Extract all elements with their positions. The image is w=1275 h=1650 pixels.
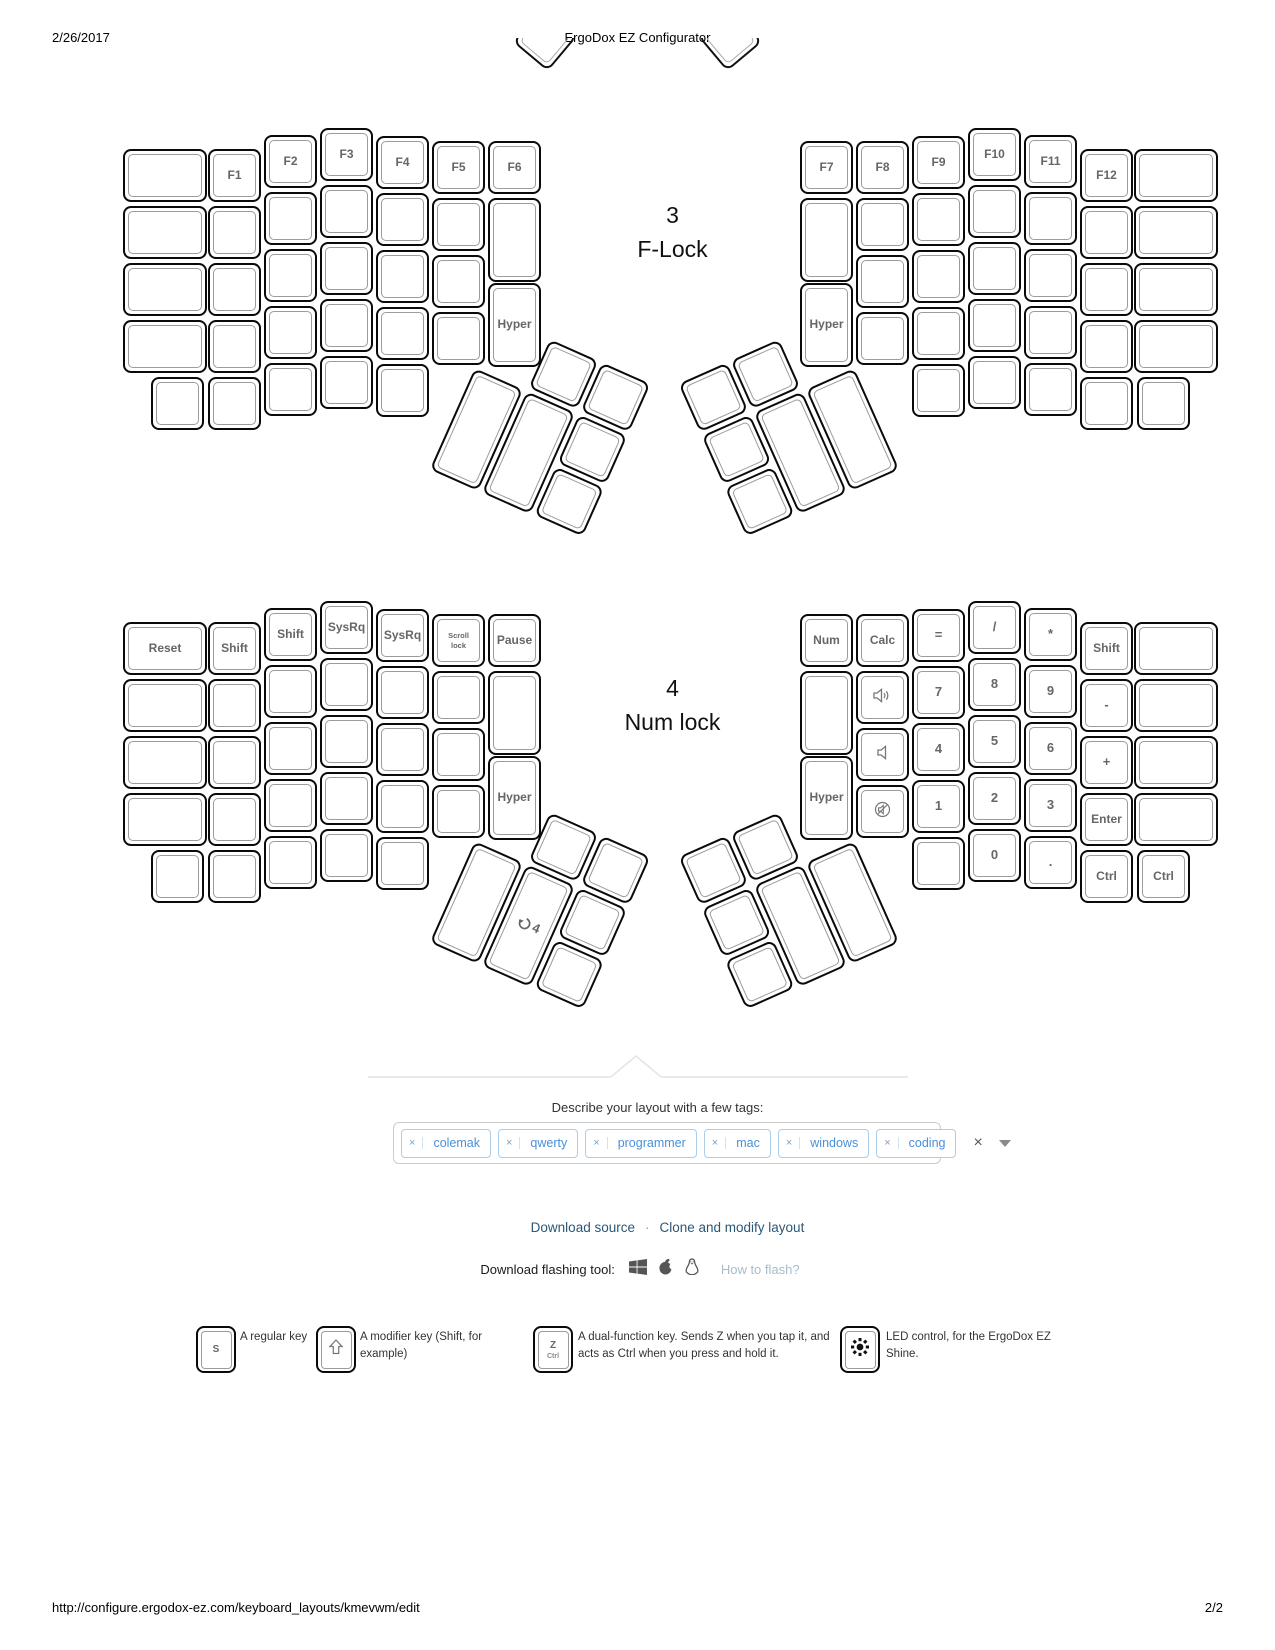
- key-label: Hyper: [497, 317, 532, 332]
- key-blank[interactable]: [912, 307, 965, 360]
- key-blank[interactable]: [264, 836, 317, 889]
- key-blank[interactable]: [264, 779, 317, 832]
- key-blank[interactable]: [432, 312, 485, 365]
- key-blank[interactable]: [376, 780, 429, 833]
- key-tip-remnant: [513, 38, 578, 71]
- tag-label: windows: [810, 1136, 859, 1150]
- how-to-flash-link[interactable]: How to flash?: [720, 1261, 800, 1277]
- key-label: Enter: [1091, 811, 1122, 826]
- key-label: Hyper: [809, 790, 844, 805]
- key-3[interactable]: [1024, 779, 1077, 832]
- key-label: 1: [934, 798, 943, 814]
- key-label: Shift: [221, 640, 248, 655]
- key-label: +: [1102, 754, 1111, 770]
- key-calc[interactable]: [856, 614, 909, 667]
- key-blank[interactable]: [151, 377, 204, 430]
- key-label: /: [992, 619, 997, 635]
- key-blank[interactable]: [1134, 736, 1218, 789]
- tag-pill-windows[interactable]: [778, 1129, 869, 1158]
- tag-label: colemak: [433, 1136, 480, 1150]
- key-label: SysRq: [383, 627, 422, 642]
- key-f5[interactable]: [432, 141, 485, 194]
- key-label: F4: [395, 154, 410, 169]
- key-blank[interactable]: [208, 793, 261, 846]
- remove-tag-icon[interactable]: ×: [877, 1137, 898, 1149]
- clone-layout-link[interactable]: Clone and modify layout: [659, 1220, 805, 1235]
- key-f1[interactable]: [208, 149, 261, 202]
- key-blank[interactable]: [912, 364, 965, 417]
- led-icon: [848, 1335, 872, 1364]
- key--[interactable]: [968, 601, 1021, 654]
- key-sysrq[interactable]: [320, 601, 373, 654]
- key-shift[interactable]: [208, 622, 261, 675]
- key-f7[interactable]: [800, 141, 853, 194]
- key-label: 2: [990, 790, 999, 806]
- layer-name: Num lock: [624, 709, 721, 735]
- key-label: F2: [283, 153, 298, 168]
- download-source-link[interactable]: Download source: [530, 1220, 635, 1235]
- layout-links: [0, 1220, 1275, 1235]
- legend-description: A dual-function key. Sends Z when you tap it, and acts as Ctrl when you press and hold it.: [578, 1331, 830, 1360]
- page-title: ErgoDox EZ Configurator: [564, 30, 711, 45]
- key-label: F11: [1040, 153, 1061, 168]
- key-label: 9: [1046, 683, 1055, 699]
- key-label: F10: [984, 146, 1005, 161]
- key-label: 6: [1046, 740, 1055, 756]
- layer-4-keyboard: [0, 601, 1275, 1071]
- key-label: F6: [507, 159, 522, 174]
- flashing-tool-row: [0, 1258, 1275, 1280]
- legend-description: A modifier key (Shift, for example): [360, 1331, 483, 1360]
- key-label: 5: [990, 733, 999, 749]
- key-label: -: [1104, 697, 1109, 713]
- legend-key-sample: [196, 1326, 236, 1373]
- key-blank[interactable]: [320, 299, 373, 352]
- key-label: Calc: [869, 632, 896, 647]
- volume-mute-icon: [874, 801, 891, 823]
- key-blank[interactable]: [1134, 149, 1218, 202]
- key-f9[interactable]: [912, 136, 965, 189]
- tag-pill-qwerty[interactable]: [498, 1129, 578, 1158]
- key-blank[interactable]: [208, 263, 261, 316]
- key-label: 4: [529, 920, 543, 937]
- key-label: *: [1047, 626, 1054, 642]
- key-blank[interactable]: [320, 356, 373, 409]
- key-f6[interactable]: [488, 141, 541, 194]
- linux-icon[interactable]: [685, 1258, 699, 1280]
- clear-tags-icon[interactable]: ×: [973, 1134, 983, 1151]
- shift-arrow-icon: [329, 1339, 343, 1360]
- key-label: F3: [339, 146, 354, 161]
- key-blank[interactable]: [208, 377, 261, 430]
- legend-key-sublabel: Ctrl: [546, 1352, 560, 1360]
- key-blank[interactable]: [1134, 263, 1218, 316]
- remove-tag-icon[interactable]: ×: [586, 1137, 607, 1149]
- link-separator: ·: [644, 1220, 650, 1235]
- key-label: 3: [1046, 797, 1055, 813]
- key-blank[interactable]: [1134, 622, 1218, 675]
- key-blank[interactable]: [264, 363, 317, 416]
- key-ctrl[interactable]: [1137, 850, 1190, 903]
- key-blank[interactable]: [208, 320, 261, 373]
- remove-tag-icon[interactable]: ×: [402, 1137, 423, 1149]
- key-label: Num: [813, 632, 840, 647]
- tag-label: qwerty: [530, 1136, 568, 1150]
- tags-prompt: Describe your layout with a few tags:: [551, 1100, 764, 1115]
- key-blank[interactable]: [1134, 793, 1218, 846]
- key-2[interactable]: [968, 772, 1021, 825]
- legend-key-sample: [840, 1326, 880, 1373]
- footer-page-number: 2/2: [1204, 1600, 1223, 1615]
- key-blank[interactable]: [912, 837, 965, 890]
- key-f8[interactable]: [856, 141, 909, 194]
- key-blank[interactable]: [1080, 263, 1133, 316]
- tag-label: coding: [908, 1136, 946, 1150]
- key-blank[interactable]: [376, 364, 429, 417]
- key-volume-mute[interactable]: [856, 785, 909, 838]
- key-label: Shift: [277, 626, 304, 641]
- key-blank[interactable]: [968, 356, 1021, 409]
- key-label: Ctrl: [1096, 868, 1117, 883]
- key-label: Hyper: [497, 790, 532, 805]
- layer-name: F-Lock: [637, 236, 708, 262]
- key-0[interactable]: [968, 829, 1021, 882]
- legend-key-label: Z: [549, 1339, 557, 1351]
- legend-key-sample: [316, 1326, 356, 1373]
- key-f10[interactable]: [968, 128, 1021, 181]
- key-blank[interactable]: [208, 736, 261, 789]
- key-blank[interactable]: [208, 850, 261, 903]
- key-blank[interactable]: [151, 850, 204, 903]
- windows-icon[interactable]: [629, 1259, 647, 1280]
- key-label: Ctrl: [1153, 868, 1174, 883]
- key-blank[interactable]: [432, 785, 485, 838]
- key-blank[interactable]: [123, 263, 207, 316]
- key-shift[interactable]: [1080, 622, 1133, 675]
- key-sysrq[interactable]: [376, 609, 429, 662]
- key-label: =: [934, 627, 943, 643]
- apple-icon[interactable]: [658, 1258, 674, 1280]
- key-blank[interactable]: [1134, 320, 1218, 373]
- tag-label: mac: [736, 1136, 760, 1150]
- tag-pill-mac[interactable]: [704, 1129, 771, 1158]
- legend-key-sample: [533, 1326, 573, 1373]
- dropdown-caret-icon[interactable]: [999, 1140, 1011, 1147]
- flash-tool-label: Download flashing tool:: [480, 1261, 615, 1277]
- section-divider: [368, 1050, 908, 1085]
- key--[interactable]: [1024, 608, 1077, 661]
- layer-4-label: [123, 675, 1222, 736]
- key-label: 8: [990, 676, 999, 692]
- key-blank[interactable]: [123, 320, 207, 373]
- key-1[interactable]: [912, 780, 965, 833]
- layer-3-keyboard: [0, 128, 1275, 598]
- key-label: F1: [227, 167, 242, 182]
- key-blank[interactable]: [376, 837, 429, 890]
- tag-label: programmer: [617, 1136, 686, 1150]
- remove-tag-icon[interactable]: ×: [705, 1137, 726, 1149]
- tag-pill-colemak[interactable]: [401, 1129, 491, 1158]
- key--[interactable]: [1080, 736, 1133, 789]
- key-ctrl[interactable]: [1080, 850, 1133, 903]
- key-blank[interactable]: [376, 307, 429, 360]
- legend-description: LED control, for the ErgoDox EZ Shine.: [886, 1331, 1051, 1360]
- key-label: Reset: [148, 640, 182, 655]
- key-label: .: [1048, 854, 1053, 870]
- key-pause[interactable]: [488, 614, 541, 667]
- key-label: 0: [990, 847, 999, 863]
- key-blank[interactable]: [1024, 363, 1077, 416]
- remove-tag-icon[interactable]: ×: [779, 1137, 800, 1149]
- key-f4[interactable]: [376, 136, 429, 189]
- layer-number: 3: [666, 202, 679, 228]
- print-date: 2/26/2017: [52, 30, 110, 45]
- volume-down-icon: [876, 745, 889, 765]
- previous-page-key-remnants: [500, 38, 800, 80]
- key-label: F5: [451, 159, 466, 174]
- key-f11[interactable]: [1024, 135, 1077, 188]
- key-shift[interactable]: [264, 608, 317, 661]
- key-enter[interactable]: [1080, 793, 1133, 846]
- layer-number: 4: [666, 675, 679, 701]
- key-tip-remnant: [698, 38, 763, 71]
- key-label: Scroll lock: [448, 631, 469, 650]
- key-label: Shift: [1093, 640, 1120, 655]
- key-label: F9: [931, 154, 946, 169]
- key-f3[interactable]: [320, 128, 373, 181]
- key-blank[interactable]: [123, 149, 207, 202]
- key-blank[interactable]: [1080, 320, 1133, 373]
- key--[interactable]: [1024, 836, 1077, 889]
- key-reset[interactable]: [123, 622, 207, 675]
- key-blank[interactable]: [856, 312, 909, 365]
- key-blank[interactable]: [968, 299, 1021, 352]
- legend-description: A regular key: [240, 1331, 308, 1343]
- key-blank[interactable]: [1024, 306, 1077, 359]
- key-label: 7: [934, 684, 943, 700]
- tag-pill-coding[interactable]: [876, 1129, 956, 1158]
- key-blank[interactable]: [264, 306, 317, 359]
- tag-pill-programmer[interactable]: [585, 1129, 697, 1158]
- legend-key-label: S: [212, 1344, 220, 1355]
- key-scroll-lock[interactable]: [432, 614, 485, 667]
- layer-3-label: [123, 202, 1222, 263]
- key--[interactable]: [912, 609, 965, 662]
- key-label: Hyper: [809, 317, 844, 332]
- key-blank[interactable]: [1080, 377, 1133, 430]
- key-label: SysRq: [327, 619, 366, 634]
- key-blank[interactable]: [123, 736, 207, 789]
- footer-url: http://configure.ergodox-ez.com/keyboard_layouts/kmevwm/edit: [52, 1600, 420, 1615]
- key-blank[interactable]: [320, 772, 373, 825]
- key-f12[interactable]: [1080, 149, 1133, 202]
- tags-input[interactable]: [393, 1122, 983, 1164]
- key-blank[interactable]: [1137, 377, 1190, 430]
- key-f2[interactable]: [264, 135, 317, 188]
- key-label: Pause: [496, 632, 533, 647]
- key-label: F7: [819, 159, 834, 174]
- key-label: F8: [875, 159, 890, 174]
- remove-tag-icon[interactable]: ×: [499, 1137, 520, 1149]
- key-num[interactable]: [800, 614, 853, 667]
- key-label: F12: [1096, 167, 1117, 182]
- key-label: 4: [934, 741, 943, 757]
- key-blank[interactable]: [320, 829, 373, 882]
- key-blank[interactable]: [123, 793, 207, 846]
